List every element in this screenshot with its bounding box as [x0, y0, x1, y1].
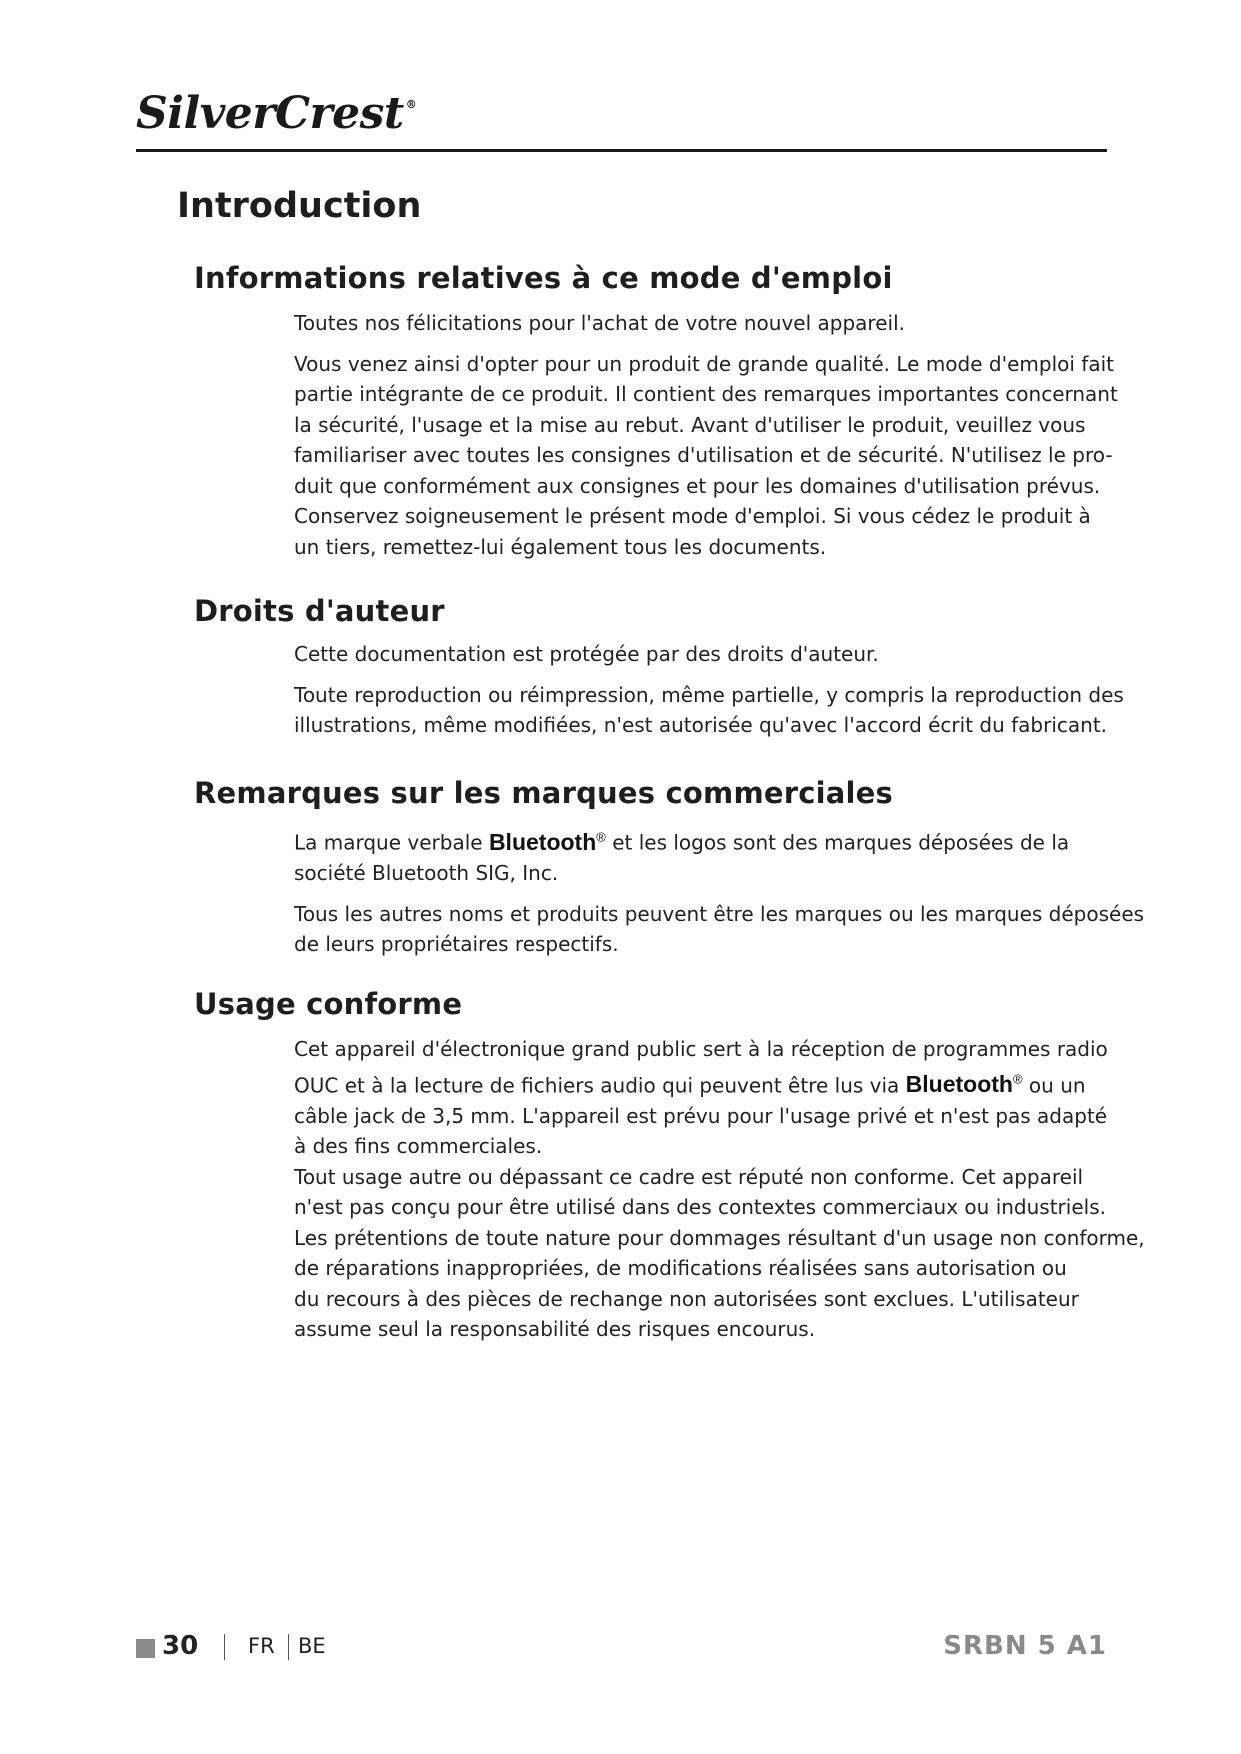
- footer-divider: [288, 1634, 289, 1660]
- text-line: Les prétentions de toute nature pour dommages résultant d'un usage non conforme,: [294, 1225, 1145, 1250]
- page-footer: [136, 1630, 1107, 1670]
- text-segment: ou un: [1022, 1073, 1086, 1098]
- text-line: n'est pas conçu pour être utilisé dans des contextes commerciaux ou industriels.: [294, 1195, 1106, 1220]
- section-heading-usage: Usage conforme: [194, 987, 463, 1021]
- text-line: duit que conformément aux consignes et pour les domaines d'utilisation prévus.: [294, 473, 1101, 498]
- header-rule: [136, 149, 1107, 152]
- language-code-be: BE: [298, 1634, 326, 1658]
- registered-mark: ®: [405, 98, 417, 111]
- page-title: Introduction: [177, 186, 422, 226]
- text-line: Vous venez ainsi d'opter pour un produit de grande qualité. Le mode d'emploi fait: [294, 351, 1114, 376]
- text-line: du recours à des pièces de rechange non autorisées sont exclues. L'utilisateur: [294, 1286, 1079, 1311]
- page-marker-square: [136, 1639, 155, 1658]
- text-line: Tous les autres noms et produits peuvent être les marques ou les marques déposées: [294, 901, 1145, 926]
- footer-divider: [224, 1634, 225, 1660]
- text-line: de leurs propriétaires respectifs.: [294, 932, 619, 957]
- text-line: un tiers, remettez-lui également tous les documents.: [294, 534, 827, 559]
- paragraph: [294, 1034, 1145, 1345]
- text-line: Cette documentation est protégée par des droits d'auteur.: [294, 642, 879, 666]
- paragraph: [294, 349, 1118, 563]
- bluetooth-wordmark: [489, 829, 606, 855]
- bluetooth-wordmark: [906, 1071, 1023, 1097]
- section-body-usage: [294, 1034, 1145, 1355]
- text-line: société Bluetooth SIG, Inc.: [294, 861, 559, 886]
- paragraph: [294, 680, 1124, 741]
- brand-logo: [136, 88, 416, 139]
- text-line: Toute reproduction ou réimpression, même partielle, y compris la reproduction des: [294, 682, 1124, 707]
- page-number: 30: [162, 1631, 199, 1661]
- bluetooth-text: Bluetooth: [905, 1071, 1013, 1098]
- brand-name: SilverCrest: [136, 88, 404, 139]
- text-line: [294, 1065, 1086, 1101]
- section-body-informations: [294, 308, 1118, 572]
- text-line: la sécurité, l'usage et la mise au rebut. Avant d'utiliser le produit, veuillez vous: [294, 412, 1086, 437]
- text-segment: OUC et à la lecture de fichiers audio qui peuvent être lus via: [294, 1073, 906, 1098]
- section-heading-marques: Remarques sur les marques commerciales: [194, 776, 893, 810]
- text-line: familiariser avec toutes les consignes d'utilisation et de sécurité. N'utilisez le pro-: [294, 443, 1113, 467]
- text-line: assume seul la responsabilité des risques encourus.: [294, 1317, 816, 1342]
- text-line: Conservez soigneusement le présent mode d'emploi. Si vous cédez le produit à: [294, 504, 1091, 528]
- language-code-fr: FR: [248, 1634, 275, 1658]
- section-body-droits: [294, 639, 1124, 751]
- model-number: SRBN 5 A1: [943, 1631, 1107, 1661]
- paragraph: [294, 308, 1074, 339]
- text-line: illustrations, même modifiées, n'est autorisée qu'avec l'accord écrit du fabricant.: [294, 713, 1108, 737]
- text-line: Cet appareil d'électronique grand public sert à la réception de programmes radio: [294, 1037, 1108, 1061]
- section-heading-droits: Droits d'auteur: [194, 594, 445, 628]
- text-line: Tout usage autre ou dépassant ce cadre est réputé non conforme. Cet appareil: [294, 1164, 1084, 1189]
- section-heading-informations: Informations relatives à ce mode d'emploi: [194, 261, 893, 295]
- registered-mark: ®: [1012, 1071, 1023, 1087]
- text-segment: et les logos sont des marques déposées de la: [605, 830, 1070, 855]
- text-line: de réparations inappropriées, de modifications réalisées sans autorisation ou: [294, 1256, 1067, 1281]
- text-segment: La marque verbale: [294, 830, 489, 855]
- bluetooth-text: Bluetooth: [488, 828, 597, 855]
- paragraph: [294, 822, 1074, 889]
- text-line: à des fins commerciales.: [294, 1134, 543, 1159]
- text-line: [294, 822, 1074, 858]
- paragraph: [294, 639, 1074, 670]
- registered-mark: ®: [596, 829, 606, 844]
- text-line: Toutes nos félicitations pour l'achat de votre nouvel appareil.: [294, 311, 905, 335]
- text-line: câble jack de 3,5 mm. L'appareil est prévu pour l'usage privé et n'est pas adapté: [294, 1103, 1108, 1128]
- paragraph: [294, 899, 1145, 960]
- section-body-marques: [294, 822, 1145, 970]
- text-line: partie intégrante de ce produit. Il contient des remarques importantes concernant: [294, 382, 1118, 406]
